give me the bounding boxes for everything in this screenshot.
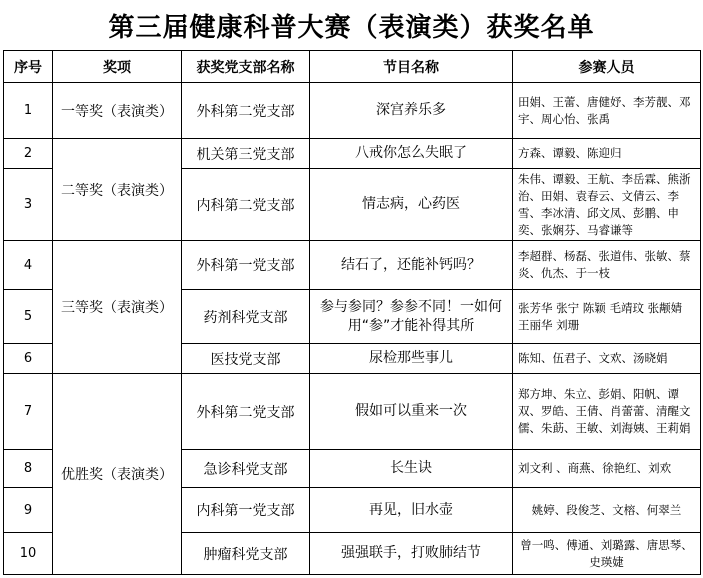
award-first: 一等奖（表演类） [53,83,182,139]
program-name: 强强联手，打败肺结节 [310,533,513,575]
table-row [4,83,701,139]
row-number: 2 [4,139,53,169]
header-program: 节目名称 [310,51,513,83]
header-members: 参赛人员 [513,51,701,83]
table-row [4,374,701,450]
branch-name: 机关第三党支部 [182,139,310,169]
branch-name: 外科第二党支部 [182,83,310,139]
header-branch: 获奖党支部名称 [182,51,310,83]
program-name: 尿检那些事儿 [310,344,513,374]
branch-name: 外科第二党支部 [182,374,310,450]
row-number: 10 [4,533,53,575]
program-name: 参与参同？参参不同！一如何用“参”才能补得其所 [310,290,513,344]
members: 朱伟、谭毅、王航、李岳霖、熊浙治、田娟、袁春云、文倩云、李雪、李冰清、邱文凤、彭鹏、申奕、张娴芬、马睿谦等 [513,169,701,241]
row-number: 4 [4,241,53,290]
members: 姚婷、段俊芝、文榕、何翠兰 [513,488,701,533]
members: 刘文利 、商燕、徐艳红、刘欢 [513,450,701,488]
branch-name: 外科第一党支部 [182,241,310,290]
header-award: 奖项 [53,51,182,83]
program-name: 长生诀 [310,450,513,488]
members: 张芳华 张宁 陈颖 毛靖玟 张颟婧 王丽华 刘珊 [513,290,701,344]
branch-name: 药剂科党支部 [182,290,310,344]
branch-name: 急诊科党支部 [182,450,310,488]
table-header-row [4,51,701,83]
members: 陈知、伍君子、文欢、汤晓娟 [513,344,701,374]
program-name: 再见，旧水壶 [310,488,513,533]
members: 曾一鸣、傅通、刘璐露、唐思琴、史瑛婕 [513,533,701,575]
branch-name: 内科第一党支部 [182,488,310,533]
row-number: 6 [4,344,53,374]
program-name: 结石了，还能补钙吗？ [310,241,513,290]
row-number: 8 [4,450,53,488]
branch-name: 肿瘤科党支部 [182,533,310,575]
program-name: 假如可以重来一次 [310,374,513,450]
program-name: 八戒你怎么失眠了 [310,139,513,169]
members: 田娟、王蕾、唐健妤、李芳靓、邓宇、周心怡、张禹 [513,83,701,139]
program-name: 深宫养乐多 [310,83,513,139]
members: 李超群、杨磊、张道伟、张敏、蔡炎、仇杰、于一枝 [513,241,701,290]
table-row [4,241,701,290]
members: 方森、谭毅、陈迎归 [513,139,701,169]
row-number: 7 [4,374,53,450]
row-number: 5 [4,290,53,344]
members: 郑方坤、朱立、彭娟、阳帆、谭双、罗皓、王倩、肖蕾蕾、清醒文儒、朱莇、王敏、刘海姨、王莉娟 [513,374,701,450]
header-no: 序号 [4,51,53,83]
row-number: 9 [4,488,53,533]
awards-table [3,50,701,575]
award-excellence: 优胜奖（表演类） [53,374,182,575]
table-row [4,139,701,169]
row-number: 1 [4,83,53,139]
branch-name: 内科第二党支部 [182,169,310,241]
branch-name: 医技党支部 [182,344,310,374]
award-third: 三等奖（表演类） [53,241,182,374]
page-title: 第三届健康科普大赛（表演类）获奖名单 [108,12,595,43]
row-number: 3 [4,169,53,241]
program-name: 情志病，心药医 [310,169,513,241]
award-second: 二等奖（表演类） [53,139,182,241]
